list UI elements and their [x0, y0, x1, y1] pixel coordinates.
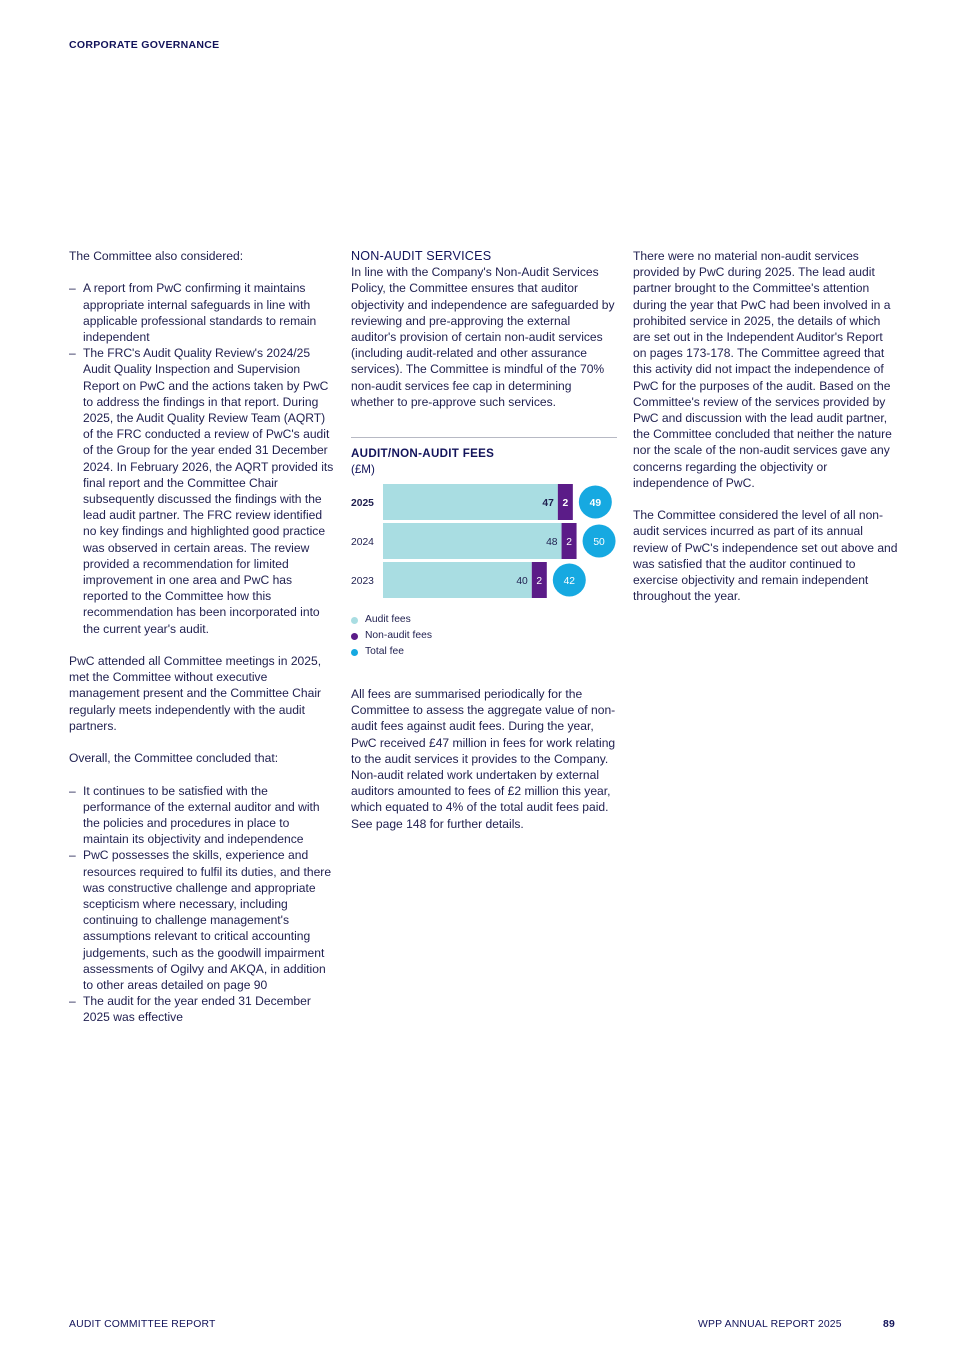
total-fee-label: 50	[593, 537, 605, 549]
column-left	[69, 248, 335, 1026]
non-audit-fee-label: 2	[562, 498, 569, 510]
footer-section-title: AUDIT COMMITTEE REPORT	[69, 1319, 216, 1330]
audit-fee-label: 48	[546, 537, 558, 549]
legend-swatch-audit	[351, 617, 358, 624]
fees-chart	[351, 437, 617, 660]
fees-chart-plot	[351, 482, 617, 606]
conclusion-intro: Overall, the Committee concluded that:	[69, 751, 279, 766]
non-audit-fee-label: 2	[566, 537, 572, 549]
audit-fee-label: 40	[516, 576, 528, 588]
legend-item-total	[351, 644, 617, 660]
list-item: – It continues to be satisfied with the performance of the external auditor and with the policies and procedures in place to maintain its objectivity and independence	[69, 783, 335, 848]
legend-swatch-total	[351, 649, 358, 656]
conclusion-list	[69, 783, 335, 1026]
section-header: CORPORATE GOVERNANCE	[69, 39, 220, 51]
year-label: 2025	[351, 498, 374, 510]
footer-report-title: WPP ANNUAL REPORT 2025	[698, 1319, 842, 1330]
fees-summary-paragraph: All fees are summarised periodically for the Committee to assess the aggregate value of non-audit fees against audit fees. During the year, PwC received £47 million in fees for work relating to the audit services it provides to the Company. Non-audit related work undertaken by external auditors amounted to fees of £2 million this year, which equated to 4% of the total audit fees paid. See page 148 for further details.	[351, 687, 616, 831]
non-audit-review-paragraph: There were no material non-audit services provided by PwC during 2025. The lead audit partner brought to the Committee's attention during the year that PwC had been involved in a prohibited service in 2025, the details of which are set out in the Independent Auditor's Report on pages 173-178. The Committee agreed that this activity did not impact the independence of PwC for the purposes of the audit. Based on the Committee's review of the services provided by PwC and discussion with the lead audit partner, the Committee concluded that neither the nature nor the scale of the non-audit services gave any concerns regarding the objectivity or independence of PwC.	[633, 249, 892, 490]
total-fee-label: 42	[563, 576, 576, 588]
column-right	[633, 248, 899, 604]
page-number: 89	[883, 1319, 895, 1330]
legend-item-non-audit	[351, 628, 617, 644]
total-fee-label: 49	[589, 498, 602, 510]
year-label: 2023	[351, 576, 374, 588]
non-audit-policy-paragraph: In line with the Company's Non-Audit Services Policy, the Committee ensures that auditor objectivity and independence are safeguarded by reviewing and pre-approving the external auditor's provision of certain non-audit services (including audit-related and other assurance services). The Committee is mindful of the 70% non-audit services fee cap in determining whether to pre-approve such services.	[351, 265, 615, 409]
independence-paragraph: The Committee considered the level of all non-audit services incurred as part of its annual review of PwC's independence set out above and was satisfied that the auditor continued to exercise objectivity and remain independent throughout the year.	[633, 508, 898, 604]
list-item: – PwC possesses the skills, experience and resources required to fulfil its duties, and there was constructive challenge and appropriate scepticism where necessary, including continuing to challenge management's assumptions relevant to critical accounting judgements, such as the goodwill impairment assessments of Ogilvy and AKQA, in addition to other areas detailed on page 90	[69, 847, 335, 993]
considered-intro: The Committee also considered:	[69, 249, 244, 263]
list-item: – The FRC's Audit Quality Review's 2024/25 Audit Quality Inspection and Supervision Report on PwC and the actions taken by PwC to address the findings in that report. During 2025, the Audit Quality Review Team (AQRT) of the FRC conducted a review of PwC's audit of the Group for the year ended 31 December 2024. In February 2026, the AQRT provided its final report and the Committee Chair subsequently discussed the findings with the lead audit partner. The FRC review identified no key findings and highlighted good practice was observed in certain areas. The review provided a recommendation for limited improvement in one area and PwC has reported to the Committee how this recommendation has been incorporated into the current year's audit.	[69, 345, 335, 637]
non-audit-fee-label: 2	[536, 576, 543, 588]
audit-fee-label: 47	[542, 498, 554, 510]
list-item: – The audit for the year ended 31 December 2025 was effective	[69, 993, 335, 1025]
legend-label: Audit fees	[365, 614, 411, 626]
chart-legend	[351, 612, 617, 660]
attendance-paragraph: PwC attended all Committee meetings in 2025, met the Committee without executive management present and the Committee Chair regularly meets independently with the audit partners.	[69, 654, 322, 733]
audit-fee-bar	[383, 484, 558, 520]
year-label: 2024	[351, 537, 374, 549]
legend-swatch-non-audit	[351, 633, 358, 640]
column-middle	[351, 248, 617, 832]
list-item: – A report from PwC confirming it maintains appropriate internal safeguards in line with applicable professional standards to remain independent	[69, 280, 335, 345]
chart-title: AUDIT/NON-AUDIT FEES	[351, 447, 495, 461]
non-audit-heading: NON-AUDIT SERVICES	[351, 249, 492, 263]
legend-item-audit	[351, 612, 617, 628]
audit-fee-bar	[383, 562, 532, 598]
chart-unit: (£M)	[351, 463, 375, 477]
legend-label: Total fee	[365, 646, 404, 658]
considered-list	[69, 280, 335, 636]
legend-label: Non-audit fees	[365, 630, 432, 642]
audit-fee-bar	[383, 523, 562, 559]
